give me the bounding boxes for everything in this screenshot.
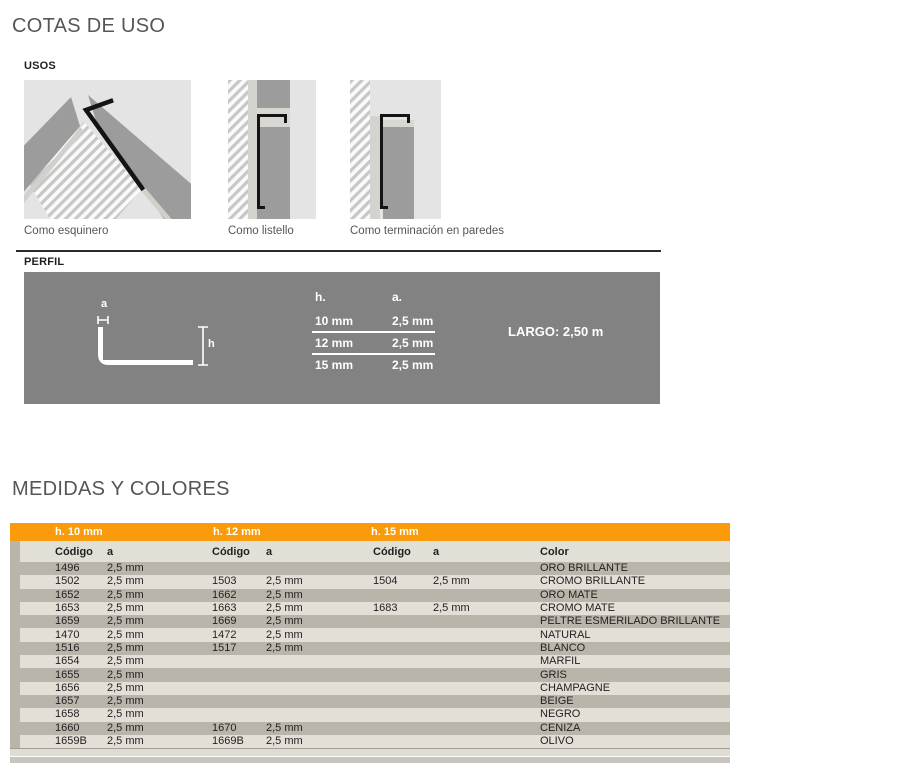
table-row — [20, 722, 730, 735]
col-header-codigo-3: Código — [373, 545, 411, 558]
code-cell: 1663 — [212, 602, 237, 615]
code-cell: 1503 — [212, 575, 237, 588]
table-row — [20, 682, 730, 695]
spec-col-a: a. — [392, 290, 403, 304]
table-row — [20, 695, 730, 708]
l-profile-drawing — [88, 314, 218, 370]
spec-col-h: h. — [315, 290, 326, 304]
code-cell: 1658 — [55, 708, 80, 721]
a-cell: 2,5 mm — [107, 695, 144, 708]
color-cell: BEIGE — [540, 695, 574, 708]
code-cell: 1669B — [212, 735, 244, 747]
table-row — [20, 575, 730, 588]
table-row — [20, 655, 730, 668]
code-cell: 1653 — [55, 602, 80, 615]
a-cell: 2,5 mm — [266, 628, 303, 641]
usage-diagram-terminacion — [350, 80, 441, 224]
a-cell: 2,5 mm — [107, 681, 144, 694]
color-cell: PELTRE ESMERILADO BRILLANTE — [540, 615, 721, 628]
code-cell: 1655 — [55, 668, 80, 681]
code-cell: 1662 — [212, 588, 237, 601]
a-cell: 2,5 mm — [266, 641, 303, 654]
col-header-a-1: a — [107, 545, 114, 558]
usage-diagram-esquinero — [24, 80, 191, 224]
medidas-rows — [20, 562, 730, 748]
table-row — [20, 668, 730, 681]
col-header-a-3: a — [433, 545, 440, 558]
diagram-caption-esquinero: Como esquinero — [24, 225, 109, 237]
a-cell: 2,5 mm — [433, 575, 470, 588]
code-cell: 1504 — [373, 575, 398, 588]
code-cell: 1652 — [55, 588, 80, 601]
a-cell: 2,5 mm — [107, 655, 144, 668]
spec-rule — [312, 331, 435, 333]
table-row — [20, 628, 730, 641]
color-cell: GRIS — [540, 668, 567, 681]
color-cell: ORO MATE — [540, 588, 598, 601]
table-footer-strip — [10, 748, 730, 756]
horizontal-scrollbar[interactable] — [10, 757, 730, 763]
a-cell: 2,5 mm — [266, 615, 303, 628]
spec-rule — [312, 353, 435, 355]
table-row — [20, 735, 730, 748]
a-cell: 2,5 mm — [107, 628, 144, 641]
group-header-h12: h. 12 mm — [213, 526, 261, 538]
a-cell: 2,5 mm — [107, 641, 144, 654]
a-cell: 2,5 mm — [107, 708, 144, 721]
a-cell: 2,5 mm — [107, 668, 144, 681]
spec-a-value: 2,5 mm — [392, 358, 434, 372]
group-header-h15: h. 15 mm — [371, 526, 419, 538]
corner-installation-drawing — [24, 80, 191, 219]
col-header-codigo-2: Código — [212, 545, 250, 558]
table-row — [20, 642, 730, 655]
code-cell: 1657 — [55, 695, 80, 708]
a-cell: 2,5 mm — [107, 575, 144, 588]
color-cell: NEGRO — [540, 708, 581, 721]
color-cell: CROMO BRILLANTE — [540, 575, 646, 588]
spec-h-value: 10 mm — [315, 314, 354, 328]
spec-h-value: 15 mm — [315, 358, 354, 372]
largo-label: LARGO: 2,50 m — [508, 324, 604, 339]
color-cell: BLANCO — [540, 641, 586, 654]
perfil-panel — [24, 272, 660, 404]
a-cell: 2,5 mm — [107, 602, 144, 615]
perfil-section-label: PERFIL — [24, 256, 65, 268]
table-row — [20, 562, 730, 575]
a-cell: 2,5 mm — [107, 735, 144, 747]
code-cell: 1656 — [55, 681, 80, 694]
usage-diagram-listello — [228, 80, 316, 224]
measures-colors-table — [10, 523, 730, 756]
code-cell: 1470 — [55, 628, 80, 641]
listello-installation-drawing — [228, 80, 316, 219]
page-title-medidas: MEDIDAS Y COLORES — [12, 478, 230, 500]
table-row — [20, 615, 730, 628]
diagram-caption-listello: Como listello — [228, 225, 294, 237]
page-title-cotas: COTAS DE USO — [12, 15, 166, 37]
code-cell: 1669 — [212, 615, 237, 628]
dimension-label-h: h — [208, 338, 215, 350]
a-cell: 2,5 mm — [266, 575, 303, 588]
diagram-caption-terminacion: Como terminación en paredes — [350, 225, 505, 237]
section-divider — [16, 250, 661, 252]
code-cell: 1683 — [373, 602, 398, 615]
table-body — [10, 541, 730, 756]
col-header-a-2: a — [266, 545, 273, 558]
a-cell: 2,5 mm — [266, 721, 303, 734]
code-cell: 1660 — [55, 721, 80, 734]
table-group-header-bar — [10, 523, 730, 541]
a-cell: 2,5 mm — [433, 602, 470, 615]
col-header-codigo-1: Código — [55, 545, 93, 558]
usos-section-label: USOS — [24, 60, 56, 72]
wall-end-installation-drawing — [350, 80, 441, 219]
dimension-label-a: a — [100, 298, 108, 310]
spec-a-value: 2,5 mm — [392, 336, 434, 350]
code-cell: 1517 — [212, 641, 237, 654]
color-cell: CROMO MATE — [540, 602, 615, 615]
a-cell: 2,5 mm — [266, 735, 303, 747]
table-row — [20, 589, 730, 602]
code-cell: 1659B — [55, 735, 87, 747]
table-row — [20, 602, 730, 615]
group-header-h10: h. 10 mm — [55, 526, 103, 538]
a-cell: 2,5 mm — [107, 721, 144, 734]
a-cell: 2,5 mm — [107, 588, 144, 601]
table-row — [20, 708, 730, 721]
spec-h-value: 12 mm — [315, 336, 354, 350]
a-cell: 2,5 mm — [107, 615, 144, 628]
code-cell: 1472 — [212, 628, 237, 641]
spec-a-value: 2,5 mm — [392, 314, 434, 328]
code-cell: 1496 — [55, 562, 80, 575]
col-header-color: Color — [540, 545, 569, 558]
code-cell: 1654 — [55, 655, 80, 668]
code-cell: 1670 — [212, 721, 237, 734]
color-cell: CENIZA — [540, 721, 581, 734]
a-cell: 2,5 mm — [266, 588, 303, 601]
code-cell: 1502 — [55, 575, 80, 588]
color-cell: ORO BRILLANTE — [540, 562, 629, 575]
color-cell: MARFIL — [540, 655, 581, 668]
column-header-row — [20, 541, 730, 562]
code-cell: 1516 — [55, 641, 80, 654]
color-cell: CHAMPAGNE — [540, 681, 611, 694]
a-cell: 2,5 mm — [107, 562, 144, 575]
color-cell: OLIVO — [540, 735, 574, 747]
color-cell: NATURAL — [540, 628, 591, 641]
a-cell: 2,5 mm — [266, 602, 303, 615]
code-cell: 1659 — [55, 615, 80, 628]
